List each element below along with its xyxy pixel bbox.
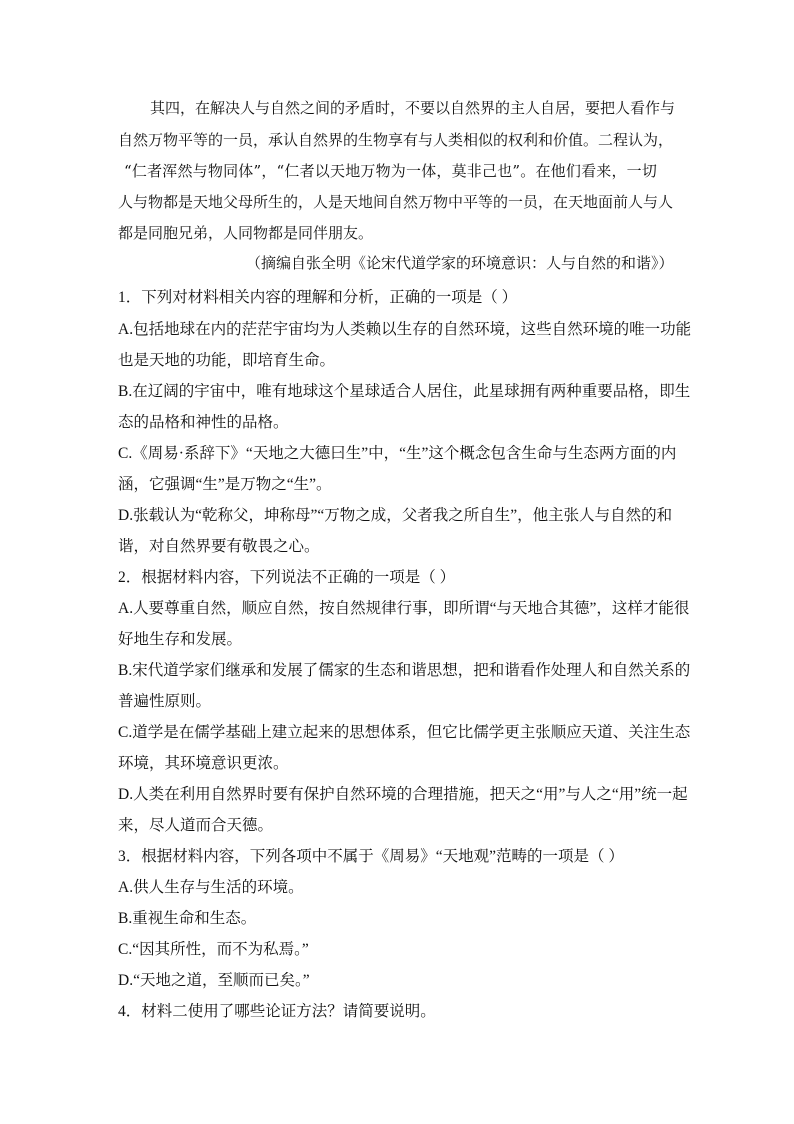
passage-line: “仁者浑然与物同体”，“仁者以天地万物为一体，莫非己也”。在他们看来，一切 — [124, 162, 658, 180]
question-3-option-a: A.供人生存与生活的环境。 — [118, 879, 304, 896]
question-3-option-c: C.“因其所性，而不为私焉。” — [118, 941, 309, 958]
passage-line: 其四，在解决人与自然之间的矛盾时，不要以自然界的主人自居，要把人看作与 — [150, 99, 676, 117]
passage-line: 自然万物平等的一员，承认自然界的生物享有与人类相似的权利和价值。二程认为， — [118, 131, 674, 149]
passage-line: 都是同胞兄弟，人同物都是同伴朋友。 — [118, 224, 374, 242]
passage-line: 人与物都是天地父母所生的，人是天地间自然万物中平等的一员，在天地面前人与人 — [118, 193, 674, 211]
question-1-option-a-cont: 也是天地的功能，即培育生命。 — [118, 352, 336, 369]
question-1-option-d-cont: 谐，对自然界要有敬畏之心。 — [118, 538, 320, 555]
question-1-option-c-cont: 涵，它强调“生”是万物之“生”。 — [118, 476, 332, 493]
question-1-option-b-cont: 态的品格和神性的品格。 — [118, 414, 289, 431]
question-2-option-c: C.道学是在儒学基础上建立起来的思想体系，但它比儒学更主张顺应天道、关注生态 — [118, 724, 691, 741]
question-1-option-c: C.《周易·系辞下》“天地之大德曰生”中，“生”这个概念包含生命与生态两方面的内 — [118, 445, 677, 462]
question-3-option-b: B.重视生命和生态。 — [118, 910, 257, 927]
question-4-stem: 4．材料二使用了哪些论证方法？请简要说明。 — [118, 1003, 436, 1020]
question-2-option-b: B.宋代道学家们继承和发展了儒家的生态和谐思想，把和谐看作处理人和自然关系的 — [118, 662, 691, 679]
question-2-option-a: A.人要尊重自然，顺应自然，按自然规律行事，即所谓“与天地合其德”，这样才能很 — [118, 600, 690, 617]
question-2-option-d-cont: 来，尽人道而合天德。 — [118, 817, 274, 834]
source-citation: （摘编自张全明《论宋代道学家的环境意识：人与自然的和谐》） — [246, 254, 674, 272]
question-2-option-b-cont: 普遍性原则。 — [118, 693, 212, 710]
question-1-option-b: B.在辽阔的宇宙中，唯有地球这个星球适合人居住，此星球拥有两种重要品格，即生 — [118, 383, 691, 400]
question-2-option-c-cont: 环境，其环境意识更浓。 — [118, 755, 289, 772]
question-3-stem: 3．根据材料内容，下列各项中不属于《周易》“天地观”范畴的一项是（ ） — [118, 848, 624, 865]
question-1-option-d: D.张载认为“乾称父，坤称母”“万物之成，父者我之所自生”，他主张人与自然的和 — [118, 507, 673, 524]
question-1-option-a: A.包括地球在内的茫茫宇宙均为人类赖以生存的自然环境，这些自然环境的唯一功能 — [118, 321, 692, 338]
question-1-stem: 1．下列对材料相关内容的理解和分析，正确的一项是（ ） — [118, 289, 518, 306]
question-2-option-a-cont: 好地生存和发展。 — [118, 631, 243, 648]
question-3-option-d: D.“天地之道，至顺而已矣。” — [118, 972, 310, 989]
question-2-option-d: D.人类在利用自然界时要有保护自然环境的合理措施，把天之“用”与人之“用”统一起 — [118, 786, 688, 803]
question-2-stem: 2．根据材料内容，下列说法不正确的一项是（ ） — [118, 569, 456, 586]
